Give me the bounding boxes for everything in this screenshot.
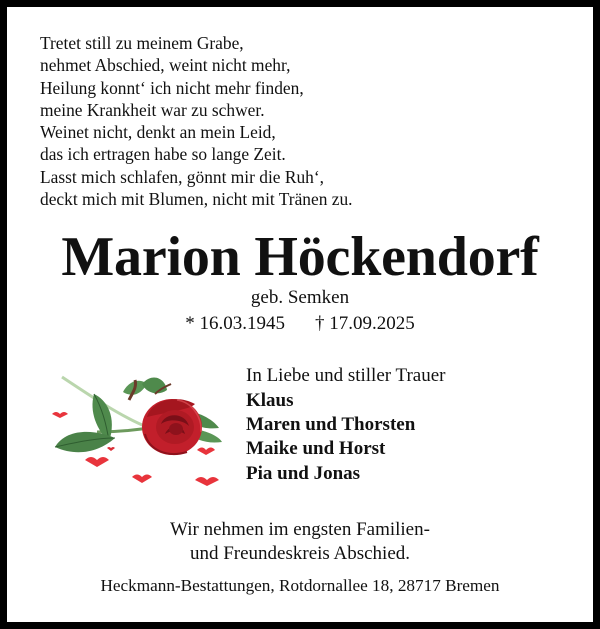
- mourner-name: Klaus: [246, 390, 294, 411]
- poem-line: nehmet Abschied, weint nicht mehr,: [40, 55, 291, 76]
- funeral-home-footer: Heckmann-Bestattungen, Rotdornallee 18, 28717 Bremen: [100, 576, 500, 595]
- deceased-name: Marion Höckendorf: [61, 226, 539, 288]
- life-dates: [7, 312, 593, 336]
- mourner-name: Pia und Jonas: [246, 462, 361, 484]
- mourners-intro: In Liebe und stiller Trauer: [246, 365, 446, 386]
- birth-date: * 16.03.1945: [185, 313, 285, 334]
- poem-line: deckt mich mit Blumen, nicht mit Tränen zu.: [40, 189, 353, 210]
- obituary-notice: [7, 7, 593, 622]
- mourners-block: [246, 363, 445, 486]
- poem: [40, 32, 353, 210]
- closing-line: Wir nehmen im engsten Familien-: [170, 519, 430, 540]
- death-date: † 17.09.2025: [315, 313, 415, 334]
- red-rose-with-hearts-image: [37, 372, 227, 487]
- closing-note: [7, 518, 593, 566]
- closing-line: und Freundeskreis Abschied.: [189, 543, 411, 564]
- mourner-name: Maike und Horst: [246, 438, 386, 460]
- birth-name: geb. Semken: [250, 287, 350, 308]
- poem-line: das ich ertragen habe so lange Zeit.: [40, 144, 286, 165]
- poem-line: Tretet still zu meinem Grabe,: [40, 33, 244, 53]
- poem-line: Lasst mich schlafen, gönnt mir die Ruh‘,: [40, 166, 324, 187]
- poem-line: Heilung konnt‘ ich nicht mehr finden,: [40, 77, 304, 98]
- poem-line: meine Krankheit war zu schwer.: [40, 99, 265, 120]
- poem-line: Weinet nicht, denkt an mein Leid,: [40, 122, 276, 143]
- mourner-name: Maren und Thorsten: [246, 414, 416, 436]
